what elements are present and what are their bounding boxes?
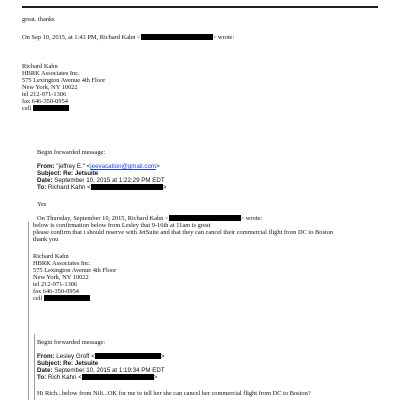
signature-tel: tel 212-971-1306	[33, 281, 78, 288]
fwd1-from-email-link[interactable]: jeevacation@gmail.com	[90, 163, 157, 170]
fwd1-to-label: To:	[37, 184, 48, 191]
signature-city: New York, NY 10022	[33, 274, 89, 281]
fwd1-date-label: Date:	[37, 177, 55, 184]
fwd1-begin: Begin forwarded message:	[37, 149, 106, 156]
redacted-email	[91, 184, 163, 190]
signature-street: 575 Lexington Avenue 4th Floor	[33, 267, 117, 274]
signature-tel: tel 212-971-1306	[22, 91, 67, 98]
fwd1-subject: Subject: Re: Jetsuite	[37, 170, 99, 177]
quote1-on-suffix: > wrote:	[240, 215, 263, 222]
reply-text: great. thanks	[22, 16, 55, 23]
signature-cell	[33, 295, 90, 302]
fwd2-body: Hi Rich...below from Nili...OK for me to tell her she can cancel her commercial flight from DC to Boston?	[37, 390, 311, 397]
fwd1-to-end: >	[162, 184, 167, 191]
top-rule	[22, 6, 378, 8]
fwd2-to-end: >	[153, 374, 158, 381]
redacted-email	[169, 215, 241, 221]
fwd2-subject: Subject: Re: Jetsuite	[37, 360, 99, 367]
signature-cell	[22, 105, 69, 112]
signature-fax: fax 646-350-0954	[22, 98, 68, 105]
nested-quote-bar	[34, 334, 35, 400]
redacted-email	[95, 353, 161, 359]
fwd2-from-label: From:	[37, 353, 57, 360]
signature-street: 575 Lexington Avenue 4th Floor	[22, 77, 106, 84]
quote1-line2: please confirm that i should reserve with JetSuite and that they can cancel their commercial flight from DC to Boston	[33, 229, 334, 236]
redacted-email	[141, 34, 213, 40]
redacted-email	[82, 374, 154, 380]
on-line-prefix: On Sep 10, 2015, at 1:43 PM, Richard Kahn <	[22, 34, 141, 41]
quote-bar	[28, 222, 29, 400]
fwd1-from-label: From:	[37, 163, 57, 170]
signature-name: Richard Kahn	[33, 253, 69, 260]
fwd1-from-value: "jeffrey E." <	[56, 163, 91, 170]
fwd2-date-label: Date:	[37, 367, 55, 374]
fwd2-date-value: September 10, 2015 at 1:19:34 PM EDT	[54, 367, 165, 374]
quote1-on-prefix: On Thursday, September 10, 2015, Richard Kahn <	[37, 215, 169, 222]
fwd2-to	[37, 374, 157, 381]
fwd2-from-end: >	[160, 353, 165, 360]
redacted-cell	[44, 295, 90, 301]
quote1-line3: thank you	[33, 236, 59, 243]
signature-company: HBRK Associates Inc.	[22, 70, 80, 77]
signature-company: HBRK Associates Inc.	[33, 260, 91, 267]
signature-cell-label: cell	[22, 105, 32, 112]
signature-cell-label: cell	[33, 295, 43, 302]
fwd1-body: Yes	[37, 201, 47, 208]
fwd1-from-end: >	[156, 163, 160, 170]
fwd2-begin: Begin forwarded message:	[37, 339, 106, 346]
fwd2-from-value: Lesley Groff <	[56, 353, 95, 360]
signature-name: Richard Kahn	[22, 63, 58, 70]
quote1-line1: below is confirmation below from Lesley that 9-16th at 11am is great	[33, 222, 211, 229]
fwd2-to-label: To:	[37, 374, 48, 381]
signature-fax: fax 646-350-0954	[33, 288, 79, 295]
fwd1-date-value: September 10, 2015 at 1:22:29 PM EDT	[54, 177, 165, 184]
signature-city: New York, NY 10022	[22, 84, 78, 91]
on-line-header	[22, 34, 234, 41]
fwd1-to	[37, 184, 166, 191]
fwd1-to-value: Richard Kahn <	[47, 184, 91, 191]
on-line-suffix: > wrote:	[212, 34, 235, 41]
redacted-cell	[33, 105, 69, 111]
fwd2-to-value: Rich Kahn <	[47, 374, 82, 381]
